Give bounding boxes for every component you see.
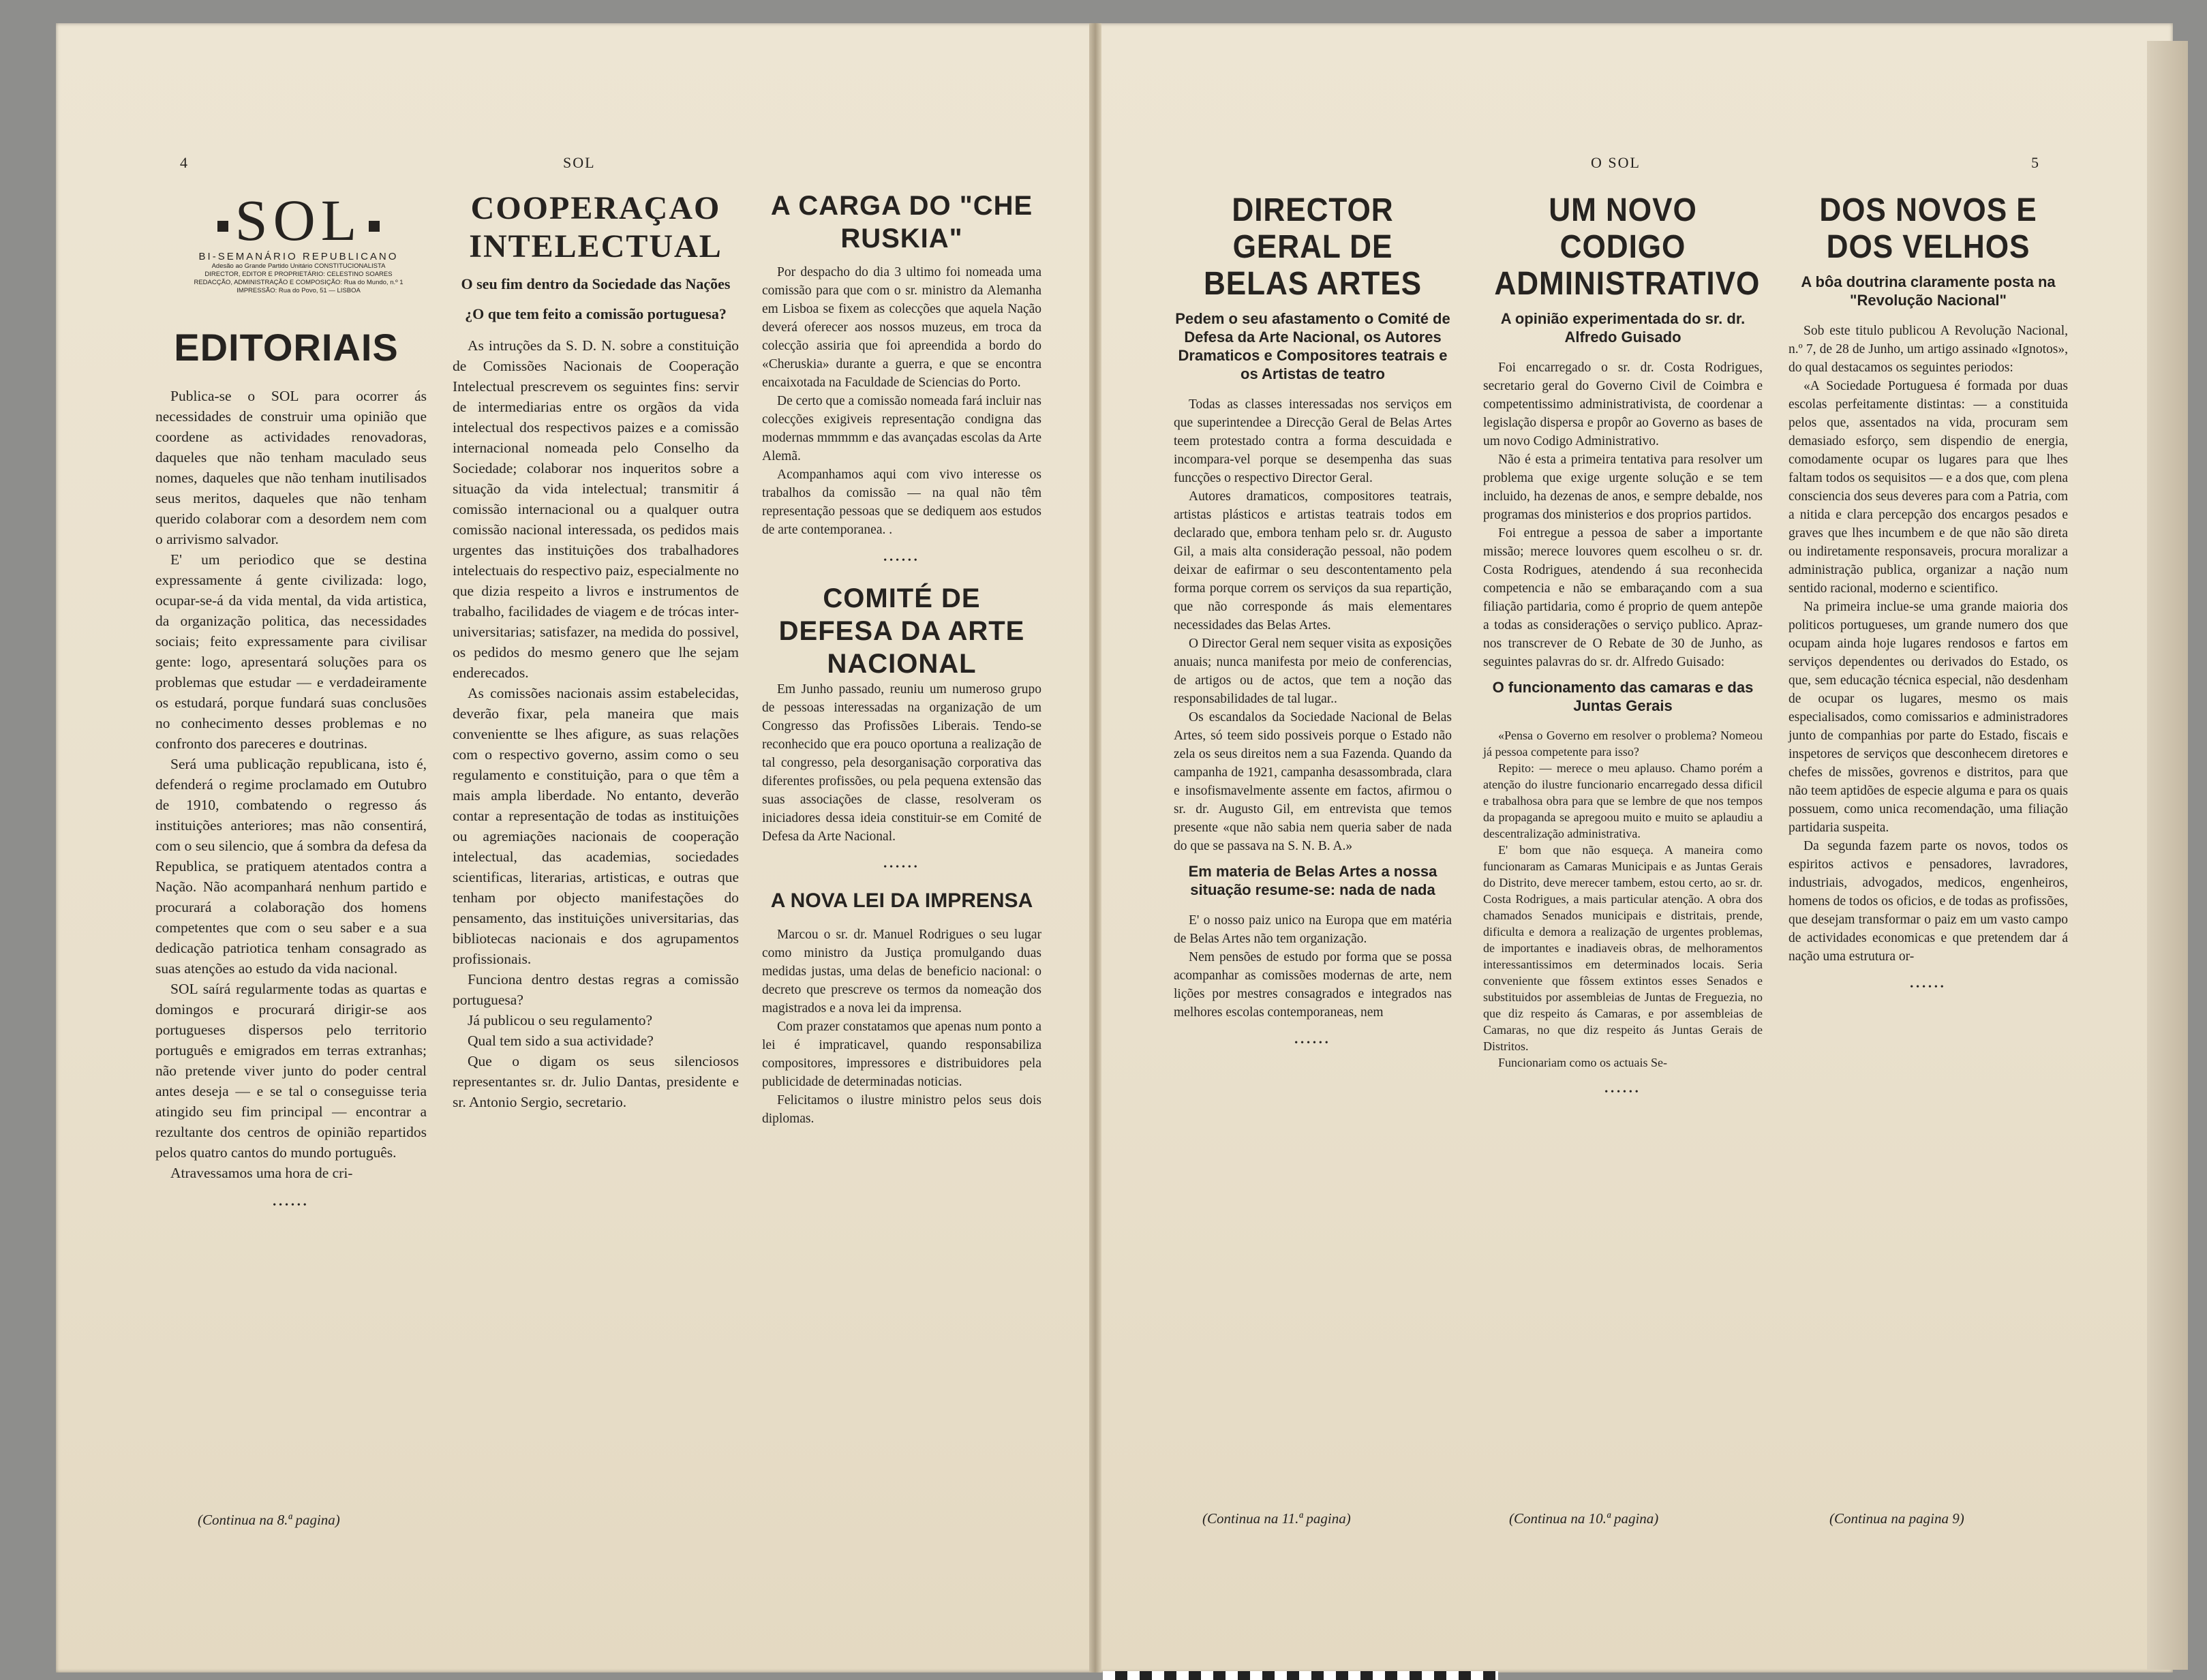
article-subtitle: O seu fim dentro da Sociedade das Nações bbox=[461, 275, 731, 292]
article-headline: A NOVA LEI DA IMPRENSA bbox=[770, 889, 1033, 912]
paragraph: Foi encarregado o sr. dr. Costa Rodrigues, secretario geral do Governo Civil de Coimbra e competentissimo administrativista, de coordenar a legislação dispersa e propôr ao Governo as bases de um novo Codigo Administrativo. bbox=[1483, 361, 1763, 448]
paragraph: Com prazer constatamos que apenas num ponto a lei é impraticavel, quando responsabiliza compositores, impressores e distribuidores pela publicidade de determinadas noticias. bbox=[762, 1020, 1041, 1089]
article-headline: DOS NOVOS E DOS VELHOS bbox=[1819, 192, 2037, 265]
ornament-divider: •••••• bbox=[1604, 1087, 1641, 1097]
page-number-right: 5 bbox=[2031, 154, 2040, 171]
paragraph: Em Junho passado, reuniu um numeroso grupo de pessoas interessadas na organização de um Congresso das Profissões Liberais. Tendo-se reconhecido que era pouco oportuna a realização de tal congresso, pela desorganisação corporativa das diferentes profissões, ou pela pequena extensão das suas associações de classe, resolveram os iniciadores dessa ideia constituir-se em Comité de Defesa da Arte Nacional. bbox=[762, 682, 1041, 844]
continued-note: (Continua na pagina 9) bbox=[1829, 1510, 1964, 1527]
paragraph: As comissões nacionais assim estabelecidas, deverão fixar, pela maneira que mais convenientte se lhes afigure, as suas relações com o respectivo governo, assim como o seu regulamento e constituição, para o que têm a mais ampla liberdade. No entanto, deverão contar a representação de todas as instituições ou agremiações nacionais de cooperação intelectual, das academias, sociedades scientificas, literarias, artisticas, e outras que tenham por objecto manifestações do pensamento, das instituições universitarias, das bibliotecas nacionais e dos agrupamentos profissionais. bbox=[453, 685, 739, 967]
article-subhead: O funcionamento das camaras e das Juntas Gerais bbox=[1492, 679, 1754, 714]
masthead-line: IMPRESSÃO: Rua do Povo, 51 — LISBOA bbox=[237, 287, 361, 294]
article-headline: A CARGA DO "CHE RUSKIA" bbox=[770, 191, 1033, 254]
paragraph: Funciona dentro destas regras a comissão portuguesa? bbox=[453, 971, 739, 1008]
masthead-logo: SOL bbox=[183, 191, 414, 249]
color-scale-bar bbox=[1103, 1671, 1498, 1680]
masthead-line: Adesão ao Grande Partido Unitário CONSTITUCIONALISTA bbox=[211, 262, 386, 270]
paragraph: Autores dramaticos, compositores teatrais, artistas plásticos e artistas teatrais todos em declarado que, embora tenham pelo sr. dr. Augusto Gil, a mais alta consideração pessoal, não podem deixar de eafirmar o seu descontentamento pela forma porque correm os serviços da sua repartição, que não corresponde ás mais elementares necessidades das Belas Artes. bbox=[1174, 489, 1452, 632]
ornament-divider: •••••• bbox=[1294, 1038, 1331, 1048]
ornament-divider: •••••• bbox=[883, 555, 920, 566]
masthead-line: DIRECTOR, EDITOR E PROPRIETÁRIO: CELESTINO SOARES bbox=[204, 271, 393, 278]
masthead bbox=[183, 187, 414, 295]
codigo-article bbox=[1483, 192, 1763, 1114]
cooperacao-article bbox=[453, 189, 739, 1112]
article-subtitle: A bôa doutrina claramente posta na "Revolução Nacional" bbox=[1801, 273, 2056, 309]
ornament-divider: •••••• bbox=[273, 1200, 309, 1210]
paragraph: Os escandalos da Sociedade Nacional de Belas Artes, só teem sido possiveis porque o Estado não zela os seus direitos nem a sua Fazenda. Quando da campanha de 1921, campanha desassombrada, clara e insofismavelmente assente em factos, afirmou o sr. dr. Augusto Gil, em entrevista que temos presente «que não sabia nem queria saber de nada do que se passava na S. N. B. A.» bbox=[1174, 710, 1452, 853]
editoriais-article bbox=[155, 386, 427, 1228]
paragraph: SOL saírá regularmente todas as quartas e domingos e procurará dirigir-se aos portugueses dispersos pelo territorio português e emigrados em terras extranhas; não pretende viver junto do poder central antes deseja — e se tal o conseguisse teria atingido seu fim principal — encontrar a rezultante dos centros de opinião repartidos pelos quatro cantos do mundo português. bbox=[155, 981, 427, 1161]
paragraph: Por despacho do dia 3 ultimo foi nomeada uma comissão para que com o sr. ministro da Alemanha em Lisboa se fixem as colecções que aquela Nação deverá oferecer aos nossos muzeus, em troca da colecção assiria que foi apreendida a bordo do «Cheruskia» durante a guerra, e que se encontra encaixotada na Faculdade de Sciencias do Porto. bbox=[762, 265, 1041, 390]
page-number-left: 4 bbox=[180, 154, 189, 171]
paragraph: Será uma publicação republicana, isto é, defenderá o regime proclamado em Outubro de 1910, combatendo o regresso ás instituições anteriores; mas não consentirá, com o seu silencio, que á sombra da defesa da Republica, se pratiquem atentados contra a Nação. Não acompanhará nenhum partido e procurará a colaboração dos homens competentes que com o seu saber e a sua dedicação patriotica tenham consagrado as suas atenções ao estudo da vida nacional. bbox=[155, 756, 427, 977]
carga-article bbox=[762, 189, 1041, 1128]
masthead-line: REDACÇÃO, ADMINISTRAÇÃO E COMPOSIÇÃO: Rua do Mundo, n.º 1 bbox=[194, 279, 404, 286]
paragraph: Não é esta a primeira tentativa para resolver um problema que exige urgente solução e se tem incluido, ha dezenas de anos, e sempre debalde, nos programas dos ministerios e dos proprios partidos. bbox=[1483, 453, 1763, 522]
paragraph: Funcionariam como os actuais Se- bbox=[1498, 1056, 1667, 1069]
paragraph: Da segunda fazem parte os novos, todos os espiritos activos e pensadores, lavradores, industriais, advogados, medicos, engenheiros, homens de todos os oficios, e de todas as profissões, que desejam transformar o paiz em um vasto campo de actividades economicas e que pretendem dar á nação uma estrutura or- bbox=[1789, 839, 2068, 964]
article-subtitle: ¿O que tem feito a comissão portuguesa? bbox=[465, 305, 727, 322]
paragraph: Já publicou o seu regulamento? bbox=[468, 1012, 653, 1028]
paragraph: E' bom que não esqueça. A maneira como funcionaram as Camaras Municipais e as Juntas Gerais do Distrito, deve merecer tambem, estou certo, ao sr. dr. Costa Rodrigues, a mais particular atenção. A obra dos chamados Senados municipais e distritais, prende, dificulta e demora a realização de urgentes problemas, de importantes e inadiaveis obras, de melhoramentos interessantissimos em determinados locais. Seria conveniente que fôssem extintos esses Senados e substituidos por assembleias de Juntas de Freguezia, no que diz respeito ás Camaras, e por assembleias de Camaras, no que diz respeito ás Juntas Gerais de Distritos. bbox=[1483, 843, 1763, 1053]
paragraph: «A Sociedade Portuguesa é formada por duas escolas perfeitamente distintas: — a constituida pelos que, assentados na vida, procuram sem demasiado esforço, sem dispendio de energia, comodamente ocupar os lugares para que lhes faltam todos os sequisitos — e a dos que, com plena consciencia dos seus deveres para com a Patria, com a nitida e clara percepção dos encargos pesados e graves que lhes incumbem e de que não são direta ou indiretamente responsaveis, procura moralizar a administração publica, organizar a nação num sentido racional, moderno e scientifico. bbox=[1789, 379, 2068, 596]
paragraph: O Director Geral nem sequer visita as exposições anuais; nunca manifesta por meio de conferencias, de artigos ou de actos, que tem a noção das responsabilidades de tal lugar.. bbox=[1174, 637, 1452, 706]
paragraph: Na primeira inclue-se uma grande maioria dos politicos portugueses, um grande numero dos que ocupam ainda hoje lugares rendosos e fartos em serviços dependentes ou derivados do Estado, os que, sem educação técnica especial, não desdenham de ocupar os lugares, mesmo os mais especialisados, como comissarios e administradores junto de companhias por parte do Estado, fiscais e inspetores de serviços que desconhecem diretores e chefes de missões, govrenos e distritos, para que não teem aptidões de especie alguma e para os quais possuem, como unica recomendação, uma filiação partidaria suspeita. bbox=[1789, 600, 2068, 835]
paragraph: E' um periodico que se destina expressamente á gente civilizada: logo, ocupar-se-á da vida mental, da vida artistica, da organização politica, das necessidades sociais; feito expressamente para civilisar gente: logo, apresentará soluções para os problemas que estudar — e verdadeiramente os estudará, porque fundará suas conclusões no conhecimento desses problemas e no confronto dos pareceres e doutrinas. bbox=[155, 551, 427, 752]
paragraph: Nem pensões de estudo por forma que se possa acompanhar as comissões modernas de arte, nem lições por mestres consagrados e integrados nas melhores escolas contemporaneas, nem bbox=[1174, 950, 1452, 1020]
paragraph: Sob este titulo publicou A Revolução Nacional, n.º 7, de 28 de Junho, um artigo assinado «Ignotos», do qual destacamos os seguintes periodos: bbox=[1789, 324, 2068, 375]
paragraph: Que o digam os seus silenciosos representantes sr. dr. Julio Dantas, presidente e sr. Antonio Sergio, secretario. bbox=[453, 1053, 739, 1110]
article-headline: COOPERAÇAO INTELECTUAL bbox=[469, 190, 722, 264]
page-spine bbox=[1089, 23, 1101, 1673]
article-headline: DIRECTOR GERAL DE BELAS ARTES bbox=[1203, 192, 1422, 302]
paragraph: Qual tem sido a sua actividade? bbox=[468, 1033, 654, 1049]
ornament-divider: •••••• bbox=[883, 862, 920, 872]
novos-article bbox=[1789, 192, 2068, 1009]
article-subtitle: A opinião experimentada do sr. dr. Alfredo Guisado bbox=[1500, 310, 1746, 346]
paragraph: Todas as classes interessadas nos serviços em que superintendee a Direcção Geral de Belas Artes teem protestado contra a forma descuidada e incompara-vel porque se desempenha das suas funcções o respectivo Director Geral. bbox=[1174, 397, 1452, 485]
article-headline: UM NOVO CODIGO ADMINISTRATIVO bbox=[1494, 192, 1761, 302]
paragraph: Foi entregue a pessoa de saber a importante missão; merece louvores quem escolheu o sr. dr. Costa Rodrigues, atendendo á sua reconhecida competencia e não se embaraçando com a sua filiação partidaria, como é proprio de quem antepõe a todas as considerações o serviço publico. Apraz-nos transcrever de O Rebate de 30 de Junho, as seguintes palavras do sr. dr. Alfredo Guisado: bbox=[1483, 526, 1763, 669]
paragraph: De certo que a comissão nomeada fará incluir nas colecções exigiveis representação condigna das modernas mmmmm e das avançadas escolas da Arte Alemã. bbox=[762, 394, 1041, 463]
paragraph: Marcou o sr. dr. Manuel Rodrigues o seu lugar como ministro da Justiça promulgando duas medidas justas, uma delas de beneficio nacional: o decreto que prescreve os termos da nomeação dos magistrados e a nova lei da imprensa. bbox=[762, 928, 1041, 1015]
paragraph: Repito: — merece o meu aplauso. Chamo porém a atenção do ilustre funcionario encarregado dessa dificil e trabalhosa obra para que se lembre de que nos tempos da propaganda se apregoou muito e muito se aplaudiu a descentralização administrativa. bbox=[1483, 761, 1763, 840]
masthead-tagline: BI-SEMANÁRIO REPUBLICANO bbox=[198, 251, 399, 262]
paragraph: Acompanhamos aqui com vivo interesse os trabalhos da comissão — na qual não têm representação pessoas que se dediquem aos estudos de arte contemporanea. . bbox=[762, 468, 1041, 537]
ornament-divider: •••••• bbox=[1910, 982, 1947, 992]
paragraph: Felicitamos o ilustre ministro pelos seus dois diplomas. bbox=[762, 1093, 1041, 1126]
paragraph: Atravessamos uma hora de cri- bbox=[170, 1165, 353, 1181]
article-subtitle: Pedem o seu afastamento o Comité de Defesa da Arte Nacional, os Autores Dramaticos e Compositores teatrais e os Artistas de teatro bbox=[1175, 310, 1450, 382]
paragraph: E' o nosso paiz unico na Europa que em matéria de Belas Artes não tem organização. bbox=[1174, 913, 1452, 946]
continued-note: (Continua na 10.ª pagina) bbox=[1509, 1510, 1659, 1527]
editoriais-heading: EDITORIAIS bbox=[174, 326, 399, 369]
page-edge bbox=[2147, 41, 2188, 1670]
article-subhead: Em materia de Belas Artes a nossa situação resume-se: nada de nada bbox=[1188, 863, 1437, 898]
paragraph: Publica-se o SOL para ocorrer ás necessidades de construir uma opinião que coordene as actividades renovadoras, daqueles que não tenham maculado seus nomes, daqueles que não tenham inutilisados seus meritos, daqueles que não tenham querido colaborar com a desordem nem com o arrivismo salvador. bbox=[155, 388, 427, 547]
director-article bbox=[1174, 192, 1452, 1065]
paragraph: «Pensa o Governo em resolver o problema? Nomeou já pessoa competente para isso? bbox=[1483, 729, 1763, 759]
running-head-left: SOL bbox=[563, 154, 596, 171]
continued-note: (Continua na 8.ª pagina) bbox=[198, 1512, 340, 1528]
article-headline: COMITÉ DE DEFESA DA ARTE NACIONAL bbox=[778, 583, 1025, 679]
paragraph: As intruções da S. D. N. sobre a constituição de Comissões Nacionais de Cooperação Intelectual prescrevem os seguintes fins: servir de intermediarias entre os orgãos da vida intelectual dos respectivos paizes e a comissão internacional nomeada pelo Conselho da Sociedade; colaborar nos inqueritos sobre a situação da vida intelectual; transmitir á comissão internacional ou a qualquer outra comissão nacional interessada, os pedidos mais urgentes das instituições dos trabalhadores intelectuais do respectivo paiz, especialmente no que dizia respeito a livros e instrumentos de trabalho, facilidades de viagem e de trócas inter-universitarias; satisfazer, na medida do possivel, os pedidos do mesmo genero que lhe sejam enderecados. bbox=[453, 337, 739, 681]
continued-note: (Continua na 11.ª pagina) bbox=[1202, 1510, 1351, 1527]
running-head-right: O SOL bbox=[1591, 154, 1641, 171]
